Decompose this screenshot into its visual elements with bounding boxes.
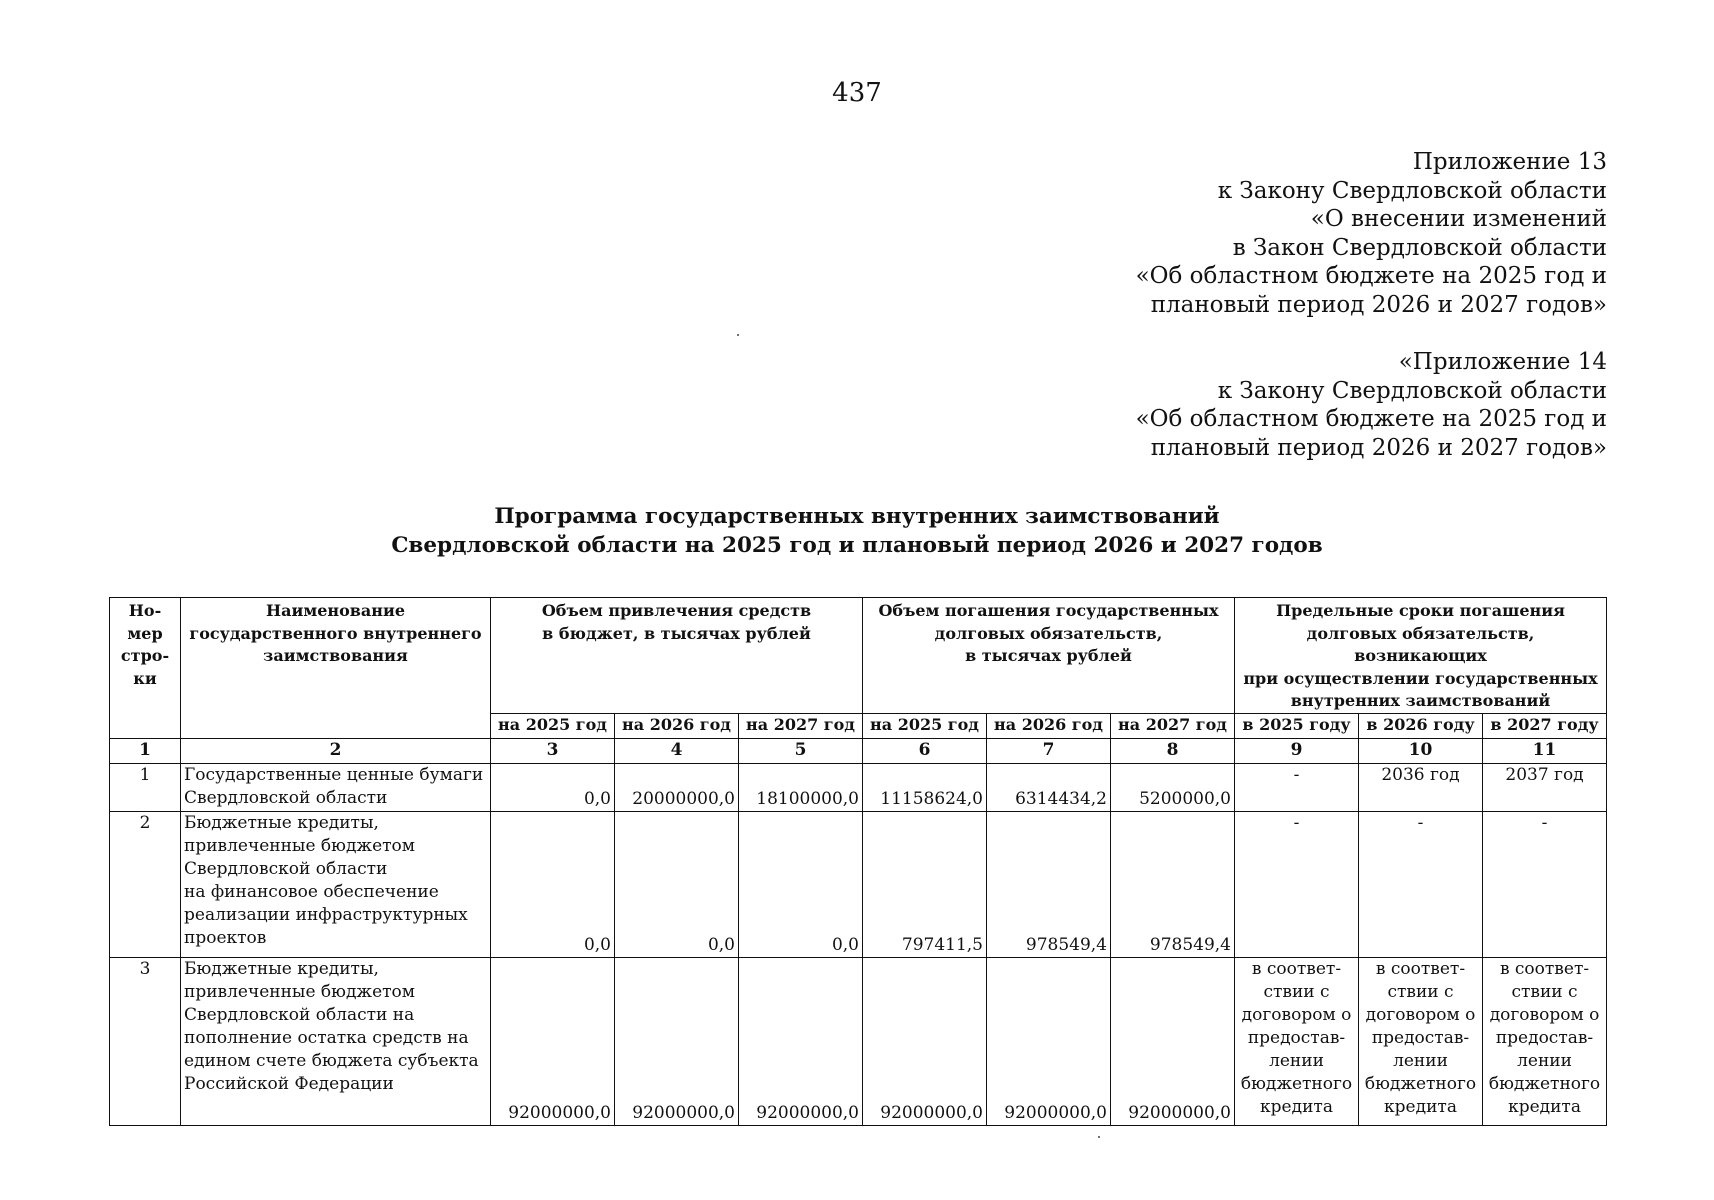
scan-speck bbox=[1098, 1136, 1100, 1138]
column-number: 10 bbox=[1359, 738, 1483, 763]
deadline-2027: в соответ- ствии с договором о предостав- лении бюджетного кредита bbox=[1483, 957, 1607, 1125]
column-number: 9 bbox=[1235, 738, 1359, 763]
header-repayment-deadlines: Предельные сроки погашения долговых обязательств, возникающих при осуществлении государственных внутренних заимствований bbox=[1235, 598, 1607, 714]
appendix-line: «Об областном бюджете на 2025 год и bbox=[1135, 406, 1607, 432]
header-year: в 2026 году bbox=[1359, 713, 1483, 738]
column-number: 8 bbox=[1111, 738, 1235, 763]
appendix-line: плановый период 2026 и 2027 годов» bbox=[1150, 291, 1607, 318]
header-repayment-volume: Объем погашения государственных долговых обязательств, в тысячах рублей bbox=[863, 598, 1235, 714]
table-row bbox=[110, 811, 1607, 957]
deadline-2025: в соответ- ствии с договором о предостав- лении бюджетного кредита bbox=[1235, 957, 1359, 1125]
appendix-line: в Закон Свердловской области bbox=[1232, 234, 1607, 261]
header-row-number: Но- мер стро- ки bbox=[110, 598, 181, 739]
column-number: 5 bbox=[739, 738, 863, 763]
appendix-line: «О внесении изменений bbox=[1310, 206, 1607, 232]
table-row bbox=[110, 957, 1607, 1125]
header-year: в 2027 году bbox=[1483, 713, 1607, 738]
deadline-2026: - bbox=[1359, 811, 1483, 957]
attraction-2025: 0,0 bbox=[491, 811, 615, 957]
header-year: на 2025 год bbox=[491, 713, 615, 738]
deadline-2027: - bbox=[1483, 811, 1607, 957]
header-attraction-volume: Объем привлечения средств в бюджет, в тысячах рублей bbox=[491, 598, 863, 714]
repayment-2026: 6314434,2 bbox=[987, 763, 1111, 811]
column-number: 1 bbox=[110, 738, 181, 763]
attraction-2025: 0,0 bbox=[491, 763, 615, 811]
deadline-2025: - bbox=[1235, 763, 1359, 811]
column-number: 2 bbox=[181, 738, 491, 763]
appendix-13-header bbox=[847, 148, 1607, 319]
row-number: 2 bbox=[110, 811, 181, 957]
repayment-2027: 5200000,0 bbox=[1111, 763, 1235, 811]
appendix-line: «Приложение 14 bbox=[1398, 349, 1607, 375]
header-year: на 2026 год bbox=[615, 713, 739, 738]
deadline-2026: 2036 год bbox=[1359, 763, 1483, 811]
header-year: на 2027 год bbox=[1111, 713, 1235, 738]
attraction-2027: 92000000,0 bbox=[739, 957, 863, 1125]
header-year: на 2025 год bbox=[863, 713, 987, 738]
column-number: 4 bbox=[615, 738, 739, 763]
appendix-line: к Закону Свердловской области bbox=[1217, 377, 1607, 404]
document-title bbox=[0, 502, 1714, 560]
column-number: 7 bbox=[987, 738, 1111, 763]
attraction-2026: 20000000,0 bbox=[615, 763, 739, 811]
attraction-2026: 92000000,0 bbox=[615, 957, 739, 1125]
repayment-2027: 92000000,0 bbox=[1111, 957, 1235, 1125]
attraction-2027: 18100000,0 bbox=[739, 763, 863, 811]
deadline-2027: 2037 год bbox=[1483, 763, 1607, 811]
column-number: 3 bbox=[491, 738, 615, 763]
borrowing-name: Бюджетные кредиты, привлеченные бюджетом Свердловской области на финансовое обеспечение реализации инфраструктурных проектов bbox=[181, 811, 491, 957]
appendix-line: к Закону Свердловской области bbox=[1217, 177, 1607, 204]
appendix-line: плановый период 2026 и 2027 годов» bbox=[1150, 434, 1607, 461]
attraction-2027: 0,0 bbox=[739, 811, 863, 957]
header-year: в 2025 году bbox=[1235, 713, 1359, 738]
table-header-row bbox=[110, 598, 1607, 714]
header-borrowing-name: Наименование государственного внутреннего заимствования bbox=[181, 598, 491, 739]
appendix-14-header bbox=[847, 348, 1607, 462]
repayment-2026: 92000000,0 bbox=[987, 957, 1111, 1125]
title-line: Программа государственных внутренних заимствований bbox=[494, 504, 1220, 529]
deadline-2026: в соответ- ствии с договором о предостав- лении бюджетного кредита bbox=[1359, 957, 1483, 1125]
repayment-2026: 978549,4 bbox=[987, 811, 1111, 957]
appendix-line: Приложение 13 bbox=[1412, 149, 1607, 175]
appendix-line: «Об областном бюджете на 2025 год и bbox=[1135, 263, 1607, 289]
column-number: 6 bbox=[863, 738, 987, 763]
table-column-numbers-row bbox=[110, 738, 1607, 763]
table-row bbox=[110, 763, 1607, 811]
column-number: 11 bbox=[1483, 738, 1607, 763]
attraction-2025: 92000000,0 bbox=[491, 957, 615, 1125]
title-line: Свердловской области на 2025 год и плановый период 2026 и 2027 годов bbox=[391, 533, 1323, 558]
header-year: на 2027 год bbox=[739, 713, 863, 738]
row-number: 3 bbox=[110, 957, 181, 1125]
deadline-2025: - bbox=[1235, 811, 1359, 957]
borrowing-program-table bbox=[109, 597, 1607, 1126]
page-number: 437 bbox=[832, 78, 882, 108]
scan-speck bbox=[737, 334, 739, 336]
repayment-2027: 978549,4 bbox=[1111, 811, 1235, 957]
borrowing-name: Государственные ценные бумаги Свердловской области bbox=[181, 763, 491, 811]
repayment-2025: 11158624,0 bbox=[863, 763, 987, 811]
borrowing-name: Бюджетные кредиты, привлеченные бюджетом Свердловской области на пополнение остатка средств на едином счете бюджета субъекта Российской Федерации bbox=[181, 957, 491, 1125]
attraction-2026: 0,0 bbox=[615, 811, 739, 957]
repayment-2025: 92000000,0 bbox=[863, 957, 987, 1125]
row-number: 1 bbox=[110, 763, 181, 811]
repayment-2025: 797411,5 bbox=[863, 811, 987, 957]
header-year: на 2026 год bbox=[987, 713, 1111, 738]
